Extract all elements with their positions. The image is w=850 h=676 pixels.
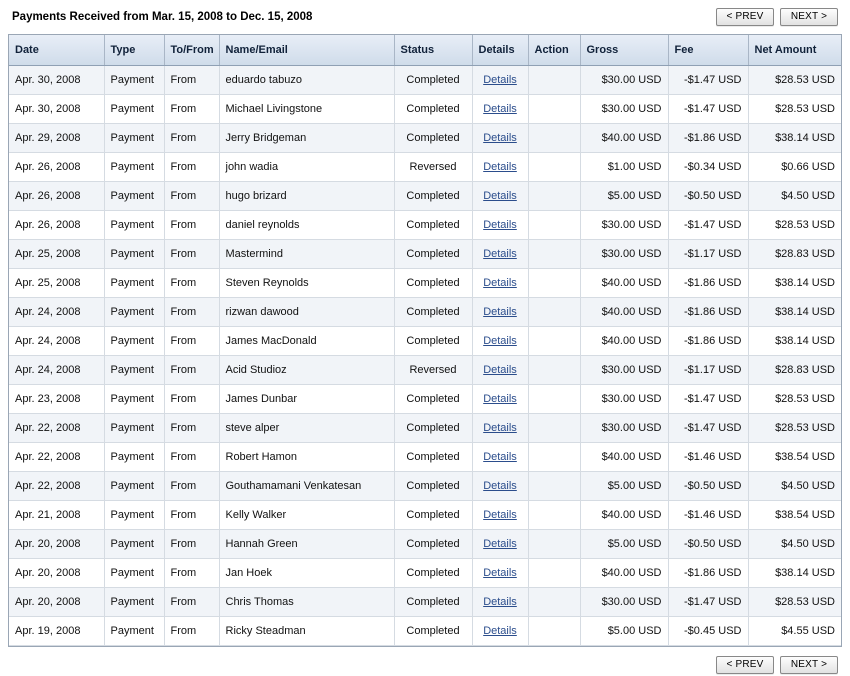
cell-details[interactable] — [472, 472, 528, 501]
cell-date: Apr. 22, 2008 — [9, 414, 104, 443]
cell-net-amount: $28.53 USD — [748, 95, 841, 124]
cell-details[interactable] — [472, 240, 528, 269]
cell-status: Completed — [394, 617, 472, 646]
cell-status: Completed — [394, 66, 472, 95]
cell-fee: -$0.50 USD — [668, 530, 748, 559]
cell-status: Completed — [394, 443, 472, 472]
cell-net-amount: $4.50 USD — [748, 182, 841, 211]
column-header-status[interactable]: Status — [394, 35, 472, 66]
cell-net-amount: $38.14 USD — [748, 298, 841, 327]
cell-action — [528, 95, 580, 124]
details-link[interactable]: Details — [483, 103, 517, 115]
details-link[interactable]: Details — [483, 567, 517, 579]
cell-type: Payment — [104, 66, 164, 95]
cell-fee: -$1.86 USD — [668, 124, 748, 153]
cell-type: Payment — [104, 240, 164, 269]
cell-status: Completed — [394, 182, 472, 211]
cell-date: Apr. 26, 2008 — [9, 182, 104, 211]
cell-action — [528, 66, 580, 95]
cell-name: hugo brizard — [219, 182, 394, 211]
cell-gross: $40.00 USD — [580, 443, 668, 472]
column-header-net-amount[interactable]: Net Amount — [748, 35, 841, 66]
details-link[interactable]: Details — [483, 625, 517, 637]
cell-name: Chris Thomas — [219, 588, 394, 617]
cell-date: Apr. 29, 2008 — [9, 124, 104, 153]
cell-name: john wadia — [219, 153, 394, 182]
bottom-toolbar — [8, 654, 842, 676]
table-row[interactable] — [9, 182, 841, 211]
next-button-bottom[interactable]: NEXT > — [780, 656, 838, 674]
cell-status: Completed — [394, 240, 472, 269]
cell-gross: $40.00 USD — [580, 124, 668, 153]
cell-action — [528, 356, 580, 385]
cell-action — [528, 240, 580, 269]
prev-button-bottom[interactable]: < PREV — [716, 656, 774, 674]
details-link[interactable]: Details — [483, 422, 517, 434]
column-header-type[interactable]: Type — [104, 35, 164, 66]
cell-gross: $40.00 USD — [580, 327, 668, 356]
cell-details[interactable] — [472, 327, 528, 356]
cell-date: Apr. 21, 2008 — [9, 501, 104, 530]
details-link[interactable]: Details — [483, 480, 517, 492]
cell-type: Payment — [104, 443, 164, 472]
cell-tofrom: From — [164, 530, 219, 559]
cell-type: Payment — [104, 414, 164, 443]
cell-net-amount: $28.53 USD — [748, 414, 841, 443]
cell-action — [528, 414, 580, 443]
cell-fee: -$1.86 USD — [668, 559, 748, 588]
cell-gross: $5.00 USD — [580, 617, 668, 646]
cell-action — [528, 617, 580, 646]
cell-type: Payment — [104, 124, 164, 153]
cell-details[interactable] — [472, 385, 528, 414]
cell-date: Apr. 24, 2008 — [9, 298, 104, 327]
cell-fee: -$1.17 USD — [668, 240, 748, 269]
cell-action — [528, 385, 580, 414]
cell-name: Robert Hamon — [219, 443, 394, 472]
cell-fee: -$1.17 USD — [668, 356, 748, 385]
cell-date: Apr. 26, 2008 — [9, 211, 104, 240]
cell-net-amount: $28.83 USD — [748, 356, 841, 385]
cell-action — [528, 501, 580, 530]
cell-tofrom: From — [164, 501, 219, 530]
details-link[interactable]: Details — [483, 364, 517, 376]
payments-table-body — [9, 66, 841, 646]
cell-type: Payment — [104, 327, 164, 356]
table-row[interactable] — [9, 501, 841, 530]
table-header-row — [9, 35, 841, 66]
cell-net-amount: $4.55 USD — [748, 617, 841, 646]
cell-tofrom: From — [164, 472, 219, 501]
cell-net-amount: $38.54 USD — [748, 501, 841, 530]
cell-details[interactable] — [472, 443, 528, 472]
cell-status: Completed — [394, 530, 472, 559]
cell-name: Mastermind — [219, 240, 394, 269]
cell-net-amount: $28.83 USD — [748, 240, 841, 269]
cell-action — [528, 182, 580, 211]
cell-status: Completed — [394, 298, 472, 327]
cell-tofrom: From — [164, 66, 219, 95]
cell-name: James Dunbar — [219, 385, 394, 414]
cell-gross: $5.00 USD — [580, 472, 668, 501]
cell-fee: -$1.86 USD — [668, 298, 748, 327]
cell-details[interactable] — [472, 530, 528, 559]
cell-date: Apr. 24, 2008 — [9, 327, 104, 356]
cell-net-amount: $38.14 USD — [748, 124, 841, 153]
cell-action — [528, 472, 580, 501]
table-row[interactable] — [9, 588, 841, 617]
cell-fee: -$1.47 USD — [668, 66, 748, 95]
table-row[interactable] — [9, 356, 841, 385]
cell-net-amount: $38.14 USD — [748, 327, 841, 356]
table-row[interactable] — [9, 327, 841, 356]
cell-name: Jan Hoek — [219, 559, 394, 588]
cell-tofrom: From — [164, 95, 219, 124]
column-header-name-email[interactable]: Name/Email — [219, 35, 394, 66]
cell-gross: $40.00 USD — [580, 298, 668, 327]
cell-tofrom: From — [164, 588, 219, 617]
cell-gross: $30.00 USD — [580, 414, 668, 443]
cell-fee: -$1.46 USD — [668, 501, 748, 530]
cell-type: Payment — [104, 298, 164, 327]
cell-gross: $30.00 USD — [580, 356, 668, 385]
cell-type: Payment — [104, 356, 164, 385]
cell-net-amount: $38.54 USD — [748, 443, 841, 472]
cell-status: Completed — [394, 385, 472, 414]
cell-name: Kelly Walker — [219, 501, 394, 530]
cell-action — [528, 211, 580, 240]
cell-type: Payment — [104, 269, 164, 298]
cell-details[interactable] — [472, 617, 528, 646]
cell-status: Completed — [394, 124, 472, 153]
cell-net-amount: $28.53 USD — [748, 211, 841, 240]
cell-type: Payment — [104, 385, 164, 414]
payments-table-container — [8, 34, 842, 647]
cell-tofrom: From — [164, 182, 219, 211]
details-link[interactable]: Details — [483, 132, 517, 144]
cell-tofrom: From — [164, 211, 219, 240]
cell-gross: $30.00 USD — [580, 588, 668, 617]
cell-action — [528, 588, 580, 617]
column-header-fee[interactable]: Fee — [668, 35, 748, 66]
cell-net-amount: $4.50 USD — [748, 472, 841, 501]
cell-gross: $5.00 USD — [580, 530, 668, 559]
table-row[interactable] — [9, 385, 841, 414]
details-link[interactable]: Details — [483, 393, 517, 405]
cell-status: Completed — [394, 95, 472, 124]
cell-status: Completed — [394, 472, 472, 501]
cell-date: Apr. 25, 2008 — [9, 269, 104, 298]
cell-details[interactable] — [472, 588, 528, 617]
cell-name: daniel reynolds — [219, 211, 394, 240]
cell-fee: -$1.47 USD — [668, 211, 748, 240]
details-link[interactable]: Details — [483, 451, 517, 463]
cell-type: Payment — [104, 182, 164, 211]
cell-name: Steven Reynolds — [219, 269, 394, 298]
cell-action — [528, 559, 580, 588]
cell-fee: -$1.46 USD — [668, 443, 748, 472]
cell-type: Payment — [104, 617, 164, 646]
cell-name: steve alper — [219, 414, 394, 443]
cell-details[interactable] — [472, 95, 528, 124]
cell-type: Payment — [104, 153, 164, 182]
cell-tofrom: From — [164, 153, 219, 182]
table-row[interactable] — [9, 240, 841, 269]
cell-name: rizwan dawood — [219, 298, 394, 327]
cell-tofrom: From — [164, 269, 219, 298]
cell-type: Payment — [104, 211, 164, 240]
cell-tofrom: From — [164, 617, 219, 646]
column-header-action[interactable]: Action — [528, 35, 580, 66]
cell-fee: -$0.50 USD — [668, 472, 748, 501]
details-link[interactable]: Details — [483, 335, 517, 347]
cell-details[interactable] — [472, 269, 528, 298]
cell-action — [528, 443, 580, 472]
cell-status: Completed — [394, 327, 472, 356]
cell-gross: $30.00 USD — [580, 385, 668, 414]
cell-net-amount: $38.14 USD — [748, 559, 841, 588]
cell-net-amount: $0.66 USD — [748, 153, 841, 182]
cell-type: Payment — [104, 501, 164, 530]
table-row[interactable] — [9, 530, 841, 559]
table-row[interactable] — [9, 414, 841, 443]
cell-date: Apr. 30, 2008 — [9, 66, 104, 95]
details-link[interactable]: Details — [483, 74, 517, 86]
cell-gross: $30.00 USD — [580, 95, 668, 124]
cell-name: eduardo tabuzo — [219, 66, 394, 95]
cell-net-amount: $28.53 USD — [748, 588, 841, 617]
cell-net-amount: $4.50 USD — [748, 530, 841, 559]
cell-tofrom: From — [164, 240, 219, 269]
cell-type: Payment — [104, 95, 164, 124]
cell-action — [528, 124, 580, 153]
cell-gross: $40.00 USD — [580, 269, 668, 298]
cell-gross: $30.00 USD — [580, 211, 668, 240]
cell-fee: -$1.86 USD — [668, 269, 748, 298]
cell-details[interactable] — [472, 66, 528, 95]
cell-date: Apr. 25, 2008 — [9, 240, 104, 269]
cell-fee: -$0.50 USD — [668, 182, 748, 211]
cell-date: Apr. 20, 2008 — [9, 530, 104, 559]
cell-date: Apr. 22, 2008 — [9, 472, 104, 501]
cell-name: Acid Studioz — [219, 356, 394, 385]
table-row[interactable] — [9, 66, 841, 95]
table-row[interactable] — [9, 124, 841, 153]
cell-date: Apr. 24, 2008 — [9, 356, 104, 385]
cell-status: Completed — [394, 501, 472, 530]
cell-type: Payment — [104, 530, 164, 559]
cell-gross: $30.00 USD — [580, 66, 668, 95]
details-link[interactable]: Details — [483, 190, 517, 202]
cell-type: Payment — [104, 588, 164, 617]
cell-date: Apr. 19, 2008 — [9, 617, 104, 646]
table-row[interactable] — [9, 472, 841, 501]
cell-net-amount: $28.53 USD — [748, 385, 841, 414]
cell-type: Payment — [104, 472, 164, 501]
cell-fee: -$1.47 USD — [668, 414, 748, 443]
cell-details[interactable] — [472, 414, 528, 443]
cell-details[interactable] — [472, 298, 528, 327]
top-pagination — [716, 8, 842, 26]
table-row[interactable] — [9, 298, 841, 327]
details-link[interactable]: Details — [483, 161, 517, 173]
prev-button-top[interactable]: < PREV — [716, 8, 774, 26]
cell-status: Reversed — [394, 356, 472, 385]
cell-gross: $40.00 USD — [580, 559, 668, 588]
cell-fee: -$1.47 USD — [668, 385, 748, 414]
cell-status: Completed — [394, 269, 472, 298]
cell-gross: $40.00 USD — [580, 501, 668, 530]
cell-tofrom: From — [164, 559, 219, 588]
details-link[interactable]: Details — [483, 306, 517, 318]
table-row[interactable] — [9, 95, 841, 124]
cell-status: Completed — [394, 559, 472, 588]
cell-details[interactable] — [472, 182, 528, 211]
details-link[interactable]: Details — [483, 277, 517, 289]
cell-details[interactable] — [472, 153, 528, 182]
cell-tofrom: From — [164, 124, 219, 153]
cell-net-amount: $28.53 USD — [748, 66, 841, 95]
column-header-gross[interactable]: Gross — [580, 35, 668, 66]
payments-table — [9, 35, 841, 646]
cell-name: Ricky Steadman — [219, 617, 394, 646]
cell-name: Jerry Bridgeman — [219, 124, 394, 153]
cell-date: Apr. 20, 2008 — [9, 588, 104, 617]
cell-status: Completed — [394, 211, 472, 240]
cell-net-amount: $38.14 USD — [748, 269, 841, 298]
details-link[interactable]: Details — [483, 509, 517, 521]
cell-date: Apr. 20, 2008 — [9, 559, 104, 588]
details-link[interactable]: Details — [483, 219, 517, 231]
cell-status: Reversed — [394, 153, 472, 182]
cell-fee: -$0.45 USD — [668, 617, 748, 646]
next-button-top[interactable]: NEXT > — [780, 8, 838, 26]
cell-date: Apr. 26, 2008 — [9, 153, 104, 182]
cell-gross: $30.00 USD — [580, 240, 668, 269]
bottom-pagination — [716, 656, 842, 674]
cell-name: Michael Livingstone — [219, 95, 394, 124]
cell-date: Apr. 22, 2008 — [9, 443, 104, 472]
cell-tofrom: From — [164, 443, 219, 472]
cell-gross: $1.00 USD — [580, 153, 668, 182]
cell-fee: -$1.47 USD — [668, 588, 748, 617]
page-title: Payments Received from Mar. 15, 2008 to Dec. 15, 2008 — [12, 11, 313, 23]
table-row[interactable] — [9, 617, 841, 646]
cell-type: Payment — [104, 559, 164, 588]
top-toolbar — [8, 6, 842, 28]
cell-action — [528, 530, 580, 559]
cell-details[interactable] — [472, 124, 528, 153]
cell-date: Apr. 30, 2008 — [9, 95, 104, 124]
cell-details[interactable] — [472, 211, 528, 240]
cell-tofrom: From — [164, 414, 219, 443]
table-row[interactable] — [9, 269, 841, 298]
cell-action — [528, 269, 580, 298]
cell-name: James MacDonald — [219, 327, 394, 356]
cell-action — [528, 327, 580, 356]
cell-action — [528, 298, 580, 327]
cell-tofrom: From — [164, 298, 219, 327]
cell-tofrom: From — [164, 327, 219, 356]
table-row[interactable] — [9, 559, 841, 588]
cell-gross: $5.00 USD — [580, 182, 668, 211]
cell-fee: -$1.47 USD — [668, 95, 748, 124]
column-header-date[interactable]: Date — [9, 35, 104, 66]
column-header-tofrom[interactable]: To/From — [164, 35, 219, 66]
cell-fee: -$0.34 USD — [668, 153, 748, 182]
details-link[interactable]: Details — [483, 538, 517, 550]
table-row[interactable] — [9, 211, 841, 240]
cell-date: Apr. 23, 2008 — [9, 385, 104, 414]
column-header-details[interactable]: Details — [472, 35, 528, 66]
cell-action — [528, 153, 580, 182]
table-row[interactable] — [9, 443, 841, 472]
cell-status: Completed — [394, 588, 472, 617]
table-row[interactable] — [9, 153, 841, 182]
cell-fee: -$1.86 USD — [668, 327, 748, 356]
details-link[interactable]: Details — [483, 596, 517, 608]
cell-name: Gouthamamani Venkatesan — [219, 472, 394, 501]
cell-status: Completed — [394, 414, 472, 443]
cell-details[interactable] — [472, 559, 528, 588]
cell-tofrom: From — [164, 385, 219, 414]
cell-details[interactable] — [472, 501, 528, 530]
cell-tofrom: From — [164, 356, 219, 385]
cell-name: Hannah Green — [219, 530, 394, 559]
details-link[interactable]: Details — [483, 248, 517, 260]
cell-details[interactable] — [472, 356, 528, 385]
